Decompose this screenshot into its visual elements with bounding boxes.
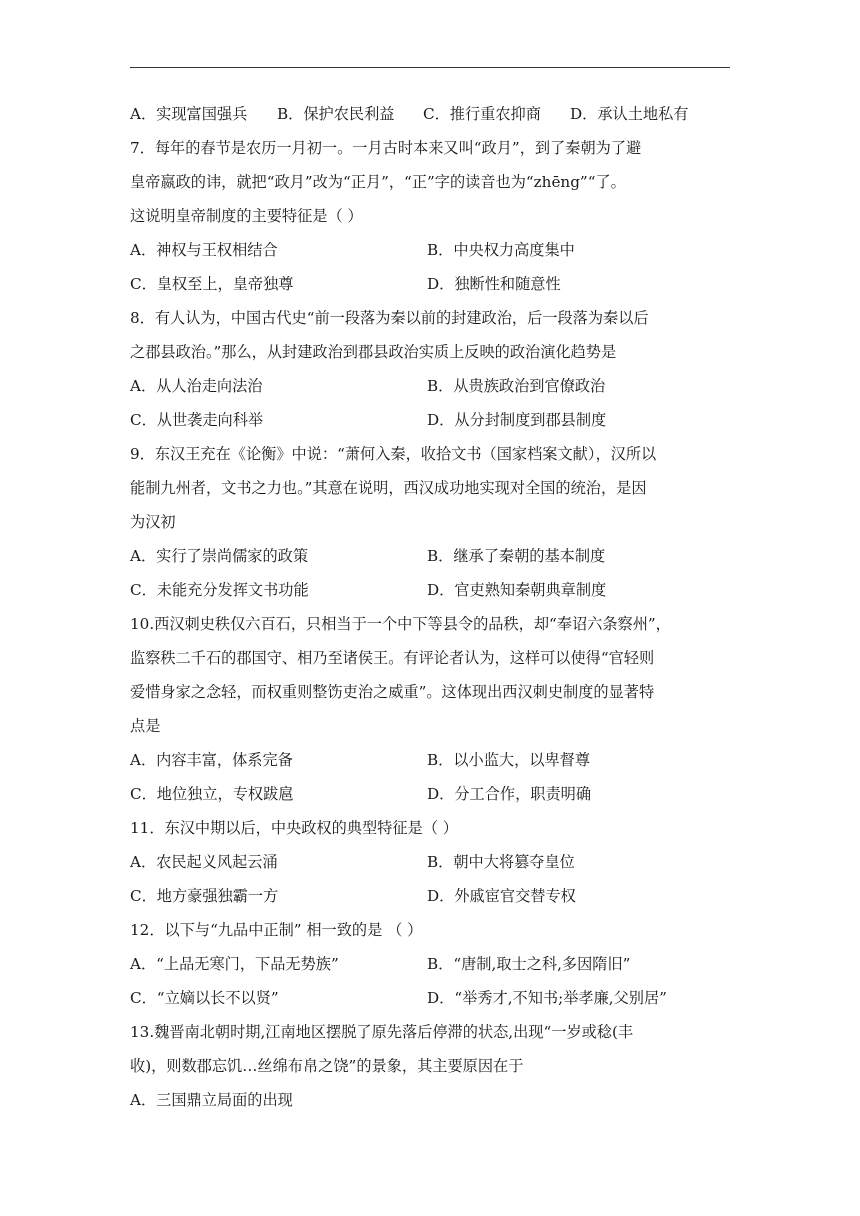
q8-line: 8．有人认为，中国古代史“前一段落为秦以前的封建政治，后一段落为秦以后 (130, 309, 649, 327)
q9-option-c: C．未能充分发挥文书功能 (130, 581, 309, 599)
q8-line: 之郡县政治。”那么，从封建政治到郡县政治实质上反映的政治演化趋势是 (130, 343, 617, 361)
q9-line: 9．东汉王充在《论衡》中说：“萧何入秦，收拾文书（国家档案文献），汉所以 (130, 445, 657, 463)
header-rule (130, 67, 730, 68)
q7-option-b: B．中央权力高度集中 (427, 241, 575, 259)
q8-option-c: C．从世袭走向科举 (130, 411, 264, 429)
q9-option-b: B．继承了秦朝的基本制度 (427, 547, 606, 565)
q13-line: 13.魏晋南北朝时期,江南地区摆脱了原先落后停滞的状态,出现“一岁或稔(丰 (130, 1023, 634, 1041)
q10-option-a: A．内容丰富，体系完备 (130, 751, 293, 769)
q9-line: 能制九州者，文书之力也。”其意在说明，西汉成功地实现对全国的统治，是因 (130, 479, 647, 497)
q10-option-d: D．分工合作，职责明确 (427, 785, 592, 803)
q8-option-a: A．从人治走向法治 (130, 377, 263, 395)
q13-option-a: A．三国鼎立局面的出现 (130, 1091, 293, 1109)
q11-option-b: B．朝中大将篡夺皇位 (427, 853, 575, 871)
q10-line: 10.西汉刺史秩仅六百石，只相当于一个中下等县令的品秩，却“奉诏六条察州”， (130, 615, 671, 633)
q11-option-a: A．农民起义风起云涌 (130, 853, 278, 871)
q7-option-c: C．皇权至上，皇帝独尊 (130, 275, 294, 293)
q11-option-c: C．地方豪强独霸一方 (130, 887, 279, 905)
q10-line: 点是 (130, 717, 161, 735)
q11-option-d: D．外戚宦官交替专权 (427, 887, 576, 905)
q9-option-a: A．实行了崇尚儒家的政策 (130, 547, 309, 565)
q7-line: 皇帝嬴政的讳，就把“政月”改为“正月”，“正”字的读音也为“zhēng”“了。 (130, 173, 626, 191)
q12-option-d: D．“举秀才,不知书;举孝廉,父别居” (427, 989, 667, 1007)
q7-line: 这说明皇帝制度的主要特征是（ ） (130, 207, 363, 225)
q10-line: 监察秩二千石的郡国守、相乃至诸侯王。有评论者认为，这样可以使得“官轻则 (130, 649, 655, 667)
q12-option-c: C．“立嫡以长不以贤” (130, 989, 279, 1007)
q10-option-c: C．地位独立，专权跋扈 (130, 785, 294, 803)
q9-line: 为汉初 (130, 513, 176, 531)
q12-option-a: A．“上品无寒门，下品无势族” (130, 955, 339, 973)
q6-option-b: B．保护农民利益 (277, 105, 395, 123)
q7-option-a: A．神权与王权相结合 (130, 241, 278, 259)
q7-option-d: D．独断性和随意性 (427, 275, 561, 293)
q13-line: 收)，则数郡忘饥…丝绵布帛之饶”的景象，其主要原因在于 (130, 1057, 524, 1075)
q6-option-d: D．承认土地私有 (570, 105, 689, 123)
q8-option-b: B．从贵族政治到官僚政治 (427, 377, 606, 395)
q10-option-b: B．以小监大，以卑督尊 (427, 751, 591, 769)
q12-line: 12．以下与“九品中正制” 相一致的是 （ ） (130, 921, 423, 939)
q6-option-a: A．实现富国强兵 (130, 105, 248, 123)
q11-line: 11．东汉中期以后，中央政权的典型特征是（ ） (130, 819, 458, 837)
q6-option-c: C．推行重农抑商 (423, 105, 541, 123)
q7-line: 7．每年的春节是农历一月初一。一月古时本来又叫“政月”，到了秦朝为了避 (130, 139, 642, 157)
q10-line: 爱惜身家之念轻，而权重则整饬吏治之威重”。这体现出西汉刺史制度的显著特 (130, 683, 655, 701)
q12-option-b: B．“唐制,取士之科,多因隋旧” (427, 955, 631, 973)
q9-option-d: D．官吏熟知秦朝典章制度 (427, 581, 607, 599)
q8-option-d: D．从分封制度到郡县制度 (427, 411, 607, 429)
